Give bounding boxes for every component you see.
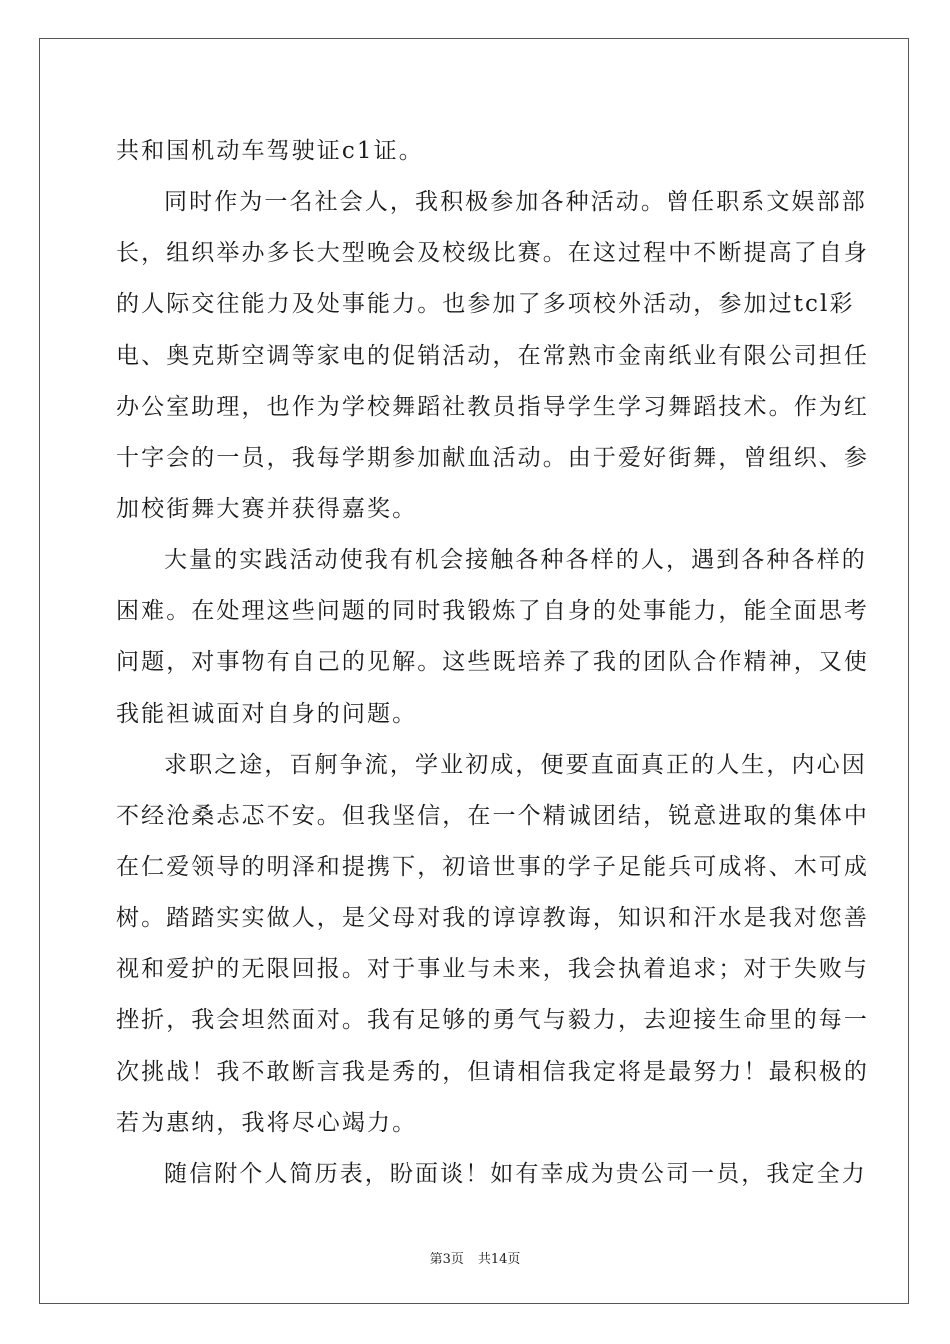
text-line: 办公室助理，也作为学校舞蹈社教员指导学生学习舞蹈技术。作为红 [116, 393, 869, 420]
text-line: 长，组织举办多长大型晚会及校级比赛。在这过程中不断提高了自身 [116, 240, 869, 267]
text-line: 同时作为一名社会人，我积极参加各种活动。曾任职系文娱部部 [164, 189, 867, 216]
text-line: 视和爱护的无限回报。对于事业与未来，我会执着追求；对于失败与 [116, 956, 869, 983]
text-line: 随信附个人简历表，盼面谈！如有幸成为贵公司一员，我定全力 [164, 1160, 867, 1187]
text-line: 困难。在处理这些问题的同时我锻炼了自身的处事能力，能全面思考 [116, 598, 869, 625]
text-line: 电、奥克斯空调等家电的促销活动，在常熟市金南纸业有限公司担任 [116, 342, 869, 369]
text-line: 加校街舞大赛并获得嘉奖。 [116, 495, 418, 522]
text-line: 的人际交往能力及处事能力。也参加了多项校外活动，参加过tcl彩 [116, 291, 855, 318]
text-line: 挫折，我会坦然面对。我有足够的勇气与毅力，去迎接生命里的每一 [116, 1007, 869, 1034]
text-line: 求职之途，百舸争流，学业初成，便要直面真正的人生，内心因 [164, 751, 867, 778]
text-line: 共和国机动车驾驶证c1证。 [116, 138, 424, 164]
document-body [116, 126, 869, 1200]
text-line: 大量的实践活动使我有机会接触各种各样的人，遇到各种各样的 [164, 547, 867, 574]
page-total: 共14页 [477, 1252, 521, 1267]
text-line: 树。踏踏实实做人，是父母对我的谆谆教诲，知识和汗水是我对您善 [116, 905, 869, 932]
text-line: 若为惠纳，我将尽心竭力。 [116, 1109, 418, 1136]
text-line: 在仁爱领导的明泽和提携下，初谙世事的学子足能兵可成将、木可成 [116, 853, 869, 880]
page-number: 第3页 [429, 1252, 464, 1267]
page-footer [0, 1248, 950, 1267]
text-line: 问题，对事物有自己的见解。这些既培养了我的团队合作精神，又使 [116, 649, 869, 676]
text-line: 十字会的一员，我每学期参加献血活动。由于爱好街舞，曾组织、参 [116, 444, 869, 471]
text-line: 不经沧桑忐忑不安。但我坚信，在一个精诚团结，锐意进取的集体中 [116, 802, 869, 829]
text-line: 我能袒诚面对自身的问题。 [116, 700, 418, 727]
text-line: 次挑战！我不敢断言我是秀的，但请相信我定将是最努力！最积极的 [116, 1058, 869, 1085]
